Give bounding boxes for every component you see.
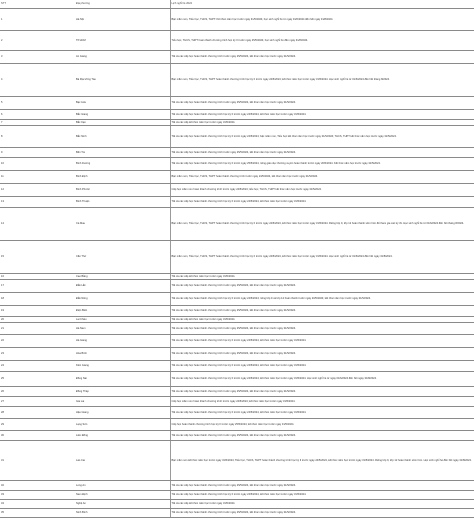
table-row	[0, 491, 474, 500]
cell-stt: 8	[0, 126, 74, 148]
cell-province: Bình Định	[74, 171, 170, 184]
cell-province: An Giang	[74, 51, 170, 64]
cell-stt: 30	[0, 431, 74, 441]
cell-province: Bắc Giang	[74, 110, 170, 120]
cell-stt: 27	[0, 397, 74, 407]
cell-plan: Tất cả các cấp học hoàn thành chương trình học kỳ II trước ngày 24/5/2024, kết thúc năm học trước ngày 31/5/2024.	[170, 407, 474, 419]
cell-province: Cao Bằng	[74, 274, 170, 280]
cell-plan: Bậc mầm non, Tiểu học, THCS, THPT: Kết thúc năm học trước ngày 31/5/2024; học sinh nghỉ hè từ ngày 01/6/2024 đến hết ngày 31/8/2024.	[170, 9, 474, 31]
table-row	[0, 110, 474, 120]
cell-province: Điện Biên	[74, 306, 170, 317]
table-row	[0, 31, 474, 51]
cell-plan: Tất cả các cấp học hoàn thành chương trình học kỳ II trước ngày 24/5/2024, kết thúc năm học trước ngày 31/5/2024.	[170, 110, 474, 120]
table-row	[0, 51, 474, 64]
cell-province: Đồng Tháp	[74, 387, 170, 397]
table-row	[0, 148, 474, 158]
cell-province: Đắk Nông	[74, 293, 170, 306]
cell-plan: Tất cả các cấp học hoàn thành chương trình trước ngày 25/5/2024, kết thúc năm học trước ngày 31/5/2024.	[170, 280, 474, 293]
cell-stt: 9	[0, 148, 74, 158]
cell-province: Gia Lai	[74, 397, 170, 407]
cell-province: Nghệ An	[74, 500, 170, 509]
table-header-row	[0, 0, 474, 9]
cell-province: Cần Thơ	[74, 241, 170, 274]
cell-province: Bến Tre	[74, 148, 170, 158]
cell-province: Ninh Bình	[74, 509, 170, 518]
cell-stt: 33	[0, 491, 74, 500]
table-row	[0, 241, 474, 274]
cell-province: Hòa Bình	[74, 348, 170, 361]
cell-stt: 6	[0, 110, 74, 120]
cell-plan: Bậc mầm non, Tiểu học, THCS, THPT hoàn thành chương trình trước ngày 24/5/2024, kết thúc năm học trước ngày 31/5/2024.	[170, 171, 474, 184]
table-row	[0, 397, 474, 407]
cell-stt: 34	[0, 500, 74, 509]
cell-plan: Tất cả các cấp kết thúc năm học trước ngày 31/5/2024.	[170, 120, 474, 126]
cell-province: Nam Định	[74, 491, 170, 500]
table-row	[0, 280, 474, 293]
table-row	[0, 500, 474, 509]
cell-stt: 14	[0, 208, 74, 241]
cell-stt: 29	[0, 419, 74, 431]
table-row	[0, 335, 474, 348]
cell-stt: 13	[0, 197, 74, 208]
cell-province: Bình Dương	[74, 158, 170, 171]
cell-plan: Tất cả các cấp kết thúc năm học trước ngày 31/5/2024.	[170, 500, 474, 509]
cell-province: Bình Thuận	[74, 197, 170, 208]
cell-plan: Tất cả các cấp học hoàn thành chương trình học kỳ II trước ngày 24/5/2024, kết thúc năm học trước ngày 31/5/2024.	[170, 361, 474, 372]
table-row	[0, 64, 474, 97]
cell-plan: Tất cả các cấp học hoàn thành chương trình học kỳ II trước ngày 24/5/2024; kết thúc năm học trước ngày 31/5/2024. Học sinh nghỉ hè từ ngày 01/6/2024 đến hết ngày 31/8/2024.	[170, 372, 474, 387]
cell-plan: Tất cả các cấp học hoàn thành chương trình học kỳ II trước ngày 24/5/2024, kết thúc năm học trước ngày 31/5/2024.	[170, 197, 474, 208]
cell-plan: Tiểu học, THCS, THPT hoàn thành chương trình học kỳ II trước ngày 25/5/2024; học sinh nghỉ hè đến ngày 31/8/2024.	[170, 31, 474, 51]
cell-stt: 1	[0, 9, 74, 31]
cell-stt: 32	[0, 481, 74, 491]
cell-plan: Tất cả các cấp học hoàn thành chương trình học kỳ II trước ngày 24/5/2024, kết thúc năm học trước ngày 31/5/2024.	[170, 335, 474, 348]
cell-stt: 10	[0, 158, 74, 171]
cell-province: Đắk Lắk	[74, 280, 170, 293]
cell-stt: 20	[0, 317, 74, 323]
cell-province: TP.HCM	[74, 31, 170, 51]
cell-stt: 3	[0, 51, 74, 64]
cell-plan: Tất cả các cấp học hoàn thành chương trình trước ngày 25/5/2024, kết thúc năm học trước ngày 31/5/2024.	[170, 387, 474, 397]
cell-plan: Tất cả các cấp học hoàn thành chương trình học kỳ II trước ngày 25/5/2024, riêng giáo dục thường xuyên hoàn thành trước ngày 20/5/2024. Kết thúc năm học trước ngày 31/5/2024.	[170, 158, 474, 171]
cell-stt: 2	[0, 31, 74, 51]
cell-plan: Bậc mầm non, Tiểu học, THCS, THPT hoàn thành chương trình học kỳ II trước ngày 24/5/2024, kết thúc năm học trước ngày 31/5/2024. Học sinh nghỉ hè từ 01/6/2024 đến hết ngày 31/8/2024.	[170, 241, 474, 274]
cell-province: Hậu Giang	[74, 407, 170, 419]
table-row	[0, 431, 474, 441]
table-row	[0, 158, 474, 171]
table-row	[0, 387, 474, 397]
cell-stt: 12	[0, 184, 74, 197]
cell-plan: Tất cả các cấp học hoàn thành chương trình trước ngày 25/5/2024, kết thúc năm học trước ngày 31/5/2024.	[170, 323, 474, 335]
cell-stt: 15	[0, 241, 74, 274]
cell-province: Cà Mau	[74, 208, 170, 241]
cell-stt: 5	[0, 97, 74, 110]
cell-plan: Tất cả các cấp học hoàn thành chương trình trước ngày 25/5/2024, kết thúc năm học trước ngày 31/5/2024.	[170, 306, 474, 317]
table-row	[0, 481, 474, 491]
table-row	[0, 306, 474, 317]
table-row	[0, 184, 474, 197]
cell-province: Kiên Giang	[74, 361, 170, 372]
cell-plan: Tất cả các cấp học hoàn thành chương trình học kỳ II trước ngày 24/5/2024; bậc mầm non, Tiểu học kết thúc năm học trước ngày 31/5/2024; THCS, THPT kết thúc năm học trước ngày 31/5/2024.	[170, 126, 474, 148]
cell-stt: 22	[0, 335, 74, 348]
table-row	[0, 197, 474, 208]
cell-plan: Tất cả các cấp học hoàn thành chương trình trước ngày 25/5/2024, kết thúc năm học trước ngày 31/5/2024.	[170, 97, 474, 110]
cell-stt: 24	[0, 361, 74, 372]
cell-province: Long An	[74, 481, 170, 491]
cell-stt: 31	[0, 441, 74, 481]
table-row	[0, 372, 474, 387]
cell-province: Bạc Liêu	[74, 97, 170, 110]
cell-plan: Bậc mầm non, Tiểu học, THCS, THPT hoàn thành chương trình học kỳ II trước ngày 24/5/2024; kết thúc năm học trước ngày 31/5/2024. Học sinh nghỉ hè từ 01/6/2024 đến hết tháng 8/2024.	[170, 64, 474, 97]
header-province: Địa phương	[74, 0, 170, 9]
cell-plan: Tất cả các cấp học hoàn thành chương trình trước ngày 25/5/2024, kết thúc năm học trước ngày 31/5/2024.	[170, 431, 474, 441]
cell-province: Đồng Nai	[74, 372, 170, 387]
cell-stt: 26	[0, 387, 74, 397]
cell-province: Lâm Đồng	[74, 431, 170, 441]
cell-plan: Bậc mầm non kết thúc năm học trước ngày 31/5/2024; Tiểu học, THCS, THPT hoàn thành chương trình học kỳ II trước ngày 24/5/2024, kết thúc năm học trước ngày 31/5/2024. Riêng lớp 9, lớp 12 hoàn thành sớm hơn. Học sinh nghỉ hè đến hết ngày 31/8/2024.	[170, 441, 474, 481]
cell-stt: 23	[0, 348, 74, 361]
cell-plan: Tất cả các cấp học hoàn thành chương trình trước ngày 25/5/2024, kết thúc năm học trước ngày 31/5/2024.	[170, 148, 474, 158]
table-row	[0, 97, 474, 110]
cell-province: Bình Phước	[74, 184, 170, 197]
cell-province: Lào Cai	[74, 441, 170, 481]
table-row	[0, 171, 474, 184]
cell-province: Lạng Sơn	[74, 419, 170, 431]
header-plan: Lịch nghỉ hè 2024	[170, 0, 474, 9]
cell-stt: 21	[0, 323, 74, 335]
cell-plan: Tất cả các cấp kết thúc năm học trước ngày 31/5/2024.	[170, 317, 474, 323]
table-row	[0, 208, 474, 241]
cell-province: Hà Nội	[74, 9, 170, 31]
cell-stt: 11	[0, 171, 74, 184]
cell-province: Hà Giang	[74, 335, 170, 348]
cell-stt: 4	[0, 64, 74, 97]
cell-stt: 25	[0, 372, 74, 387]
table-row	[0, 293, 474, 306]
cell-plan: Cấp học hoàn thành chương trình học kỳ II trước ngày 25/5/2024; kết thúc năm học trước ngày 31/5/2024.	[170, 419, 474, 431]
table-row	[0, 407, 474, 419]
cell-plan: Tất cả các cấp học hoàn thành chương trình học kỳ II trước ngày 24/5/2024, kết thúc năm học trước ngày 31/5/2024.	[170, 491, 474, 500]
cell-stt: 19	[0, 306, 74, 317]
table-row	[0, 126, 474, 148]
cell-province: Hà Nam	[74, 323, 170, 335]
cell-stt: 17	[0, 280, 74, 293]
cell-stt: 28	[0, 407, 74, 419]
header-stt: STT	[0, 0, 74, 9]
cell-plan: Tất cả các cấp học hoàn thành chương trình trước ngày 25/5/2024, kết thúc năm học trước ngày 31/5/2024.	[170, 51, 474, 64]
cell-stt: 18	[0, 293, 74, 306]
cell-stt: 35	[0, 509, 74, 518]
table-row	[0, 323, 474, 335]
cell-plan: Tất cả các cấp học hoàn thành chương trình trước ngày 25/5/2024, kết thúc năm học trước ngày 31/5/2024.	[170, 348, 474, 361]
cell-province: Bà Rịa-Vũng Tàu	[74, 64, 170, 97]
table-row	[0, 509, 474, 518]
cell-province: Bắc Ninh	[74, 126, 170, 148]
cell-stt: 7	[0, 120, 74, 126]
cell-plan: Cấp học mầm non hoàn thành chương trình trước ngày 24/5/2024; tiểu học, THCS, THPT kết thúc năm học trước ngày 31/5/2024.	[170, 184, 474, 197]
table-row	[0, 348, 474, 361]
cell-stt: 16	[0, 274, 74, 280]
table-row	[0, 361, 474, 372]
cell-plan: Tất cả các cấp học hoàn thành chương trình trước ngày 25/5/2024, kết thúc năm học trước ngày 31/5/2024.	[170, 481, 474, 491]
cell-province: Lai Châu	[74, 317, 170, 323]
cell-plan: Tất cả các cấp kết thúc năm học trước ngày 31/5/2024.	[170, 274, 474, 280]
table-body	[0, 9, 474, 518]
cell-plan: Bậc mầm non, Tiểu học, THCS, THPT hoàn thành chương trình học kỳ II trước ngày 24/5/2024, kết thúc năm học trước ngày 31/5/2024. Riêng lớp 9, lớp 12 hoàn thành sớm hơn để tham gia các kỳ thi. Học sinh nghỉ hè từ 01/6/2024 đến hết tháng 8/2024.	[170, 208, 474, 241]
cell-province: Bắc Kạn	[74, 120, 170, 126]
cell-plan: Cấp học mầm non hoàn thành chương trình trước ngày 24/5/2024; kết thúc năm học trước ngày 31/5/2024.	[170, 397, 474, 407]
table-row	[0, 9, 474, 31]
cell-plan: Tất cả các cấp học hoàn thành chương trình trước ngày 25/5/2024, kết thúc năm học trước ngày 31/5/2024.	[170, 509, 474, 518]
table-row	[0, 441, 474, 481]
table-row	[0, 419, 474, 431]
cell-plan: Tất cả các cấp học hoàn thành chương trình học kỳ II trước ngày 24/5/2024; riêng lớp 9 và lớp 12 hoàn thành trước ngày 20/5/2024; kết thúc năm học trước ngày 31/5/2024.	[170, 293, 474, 306]
